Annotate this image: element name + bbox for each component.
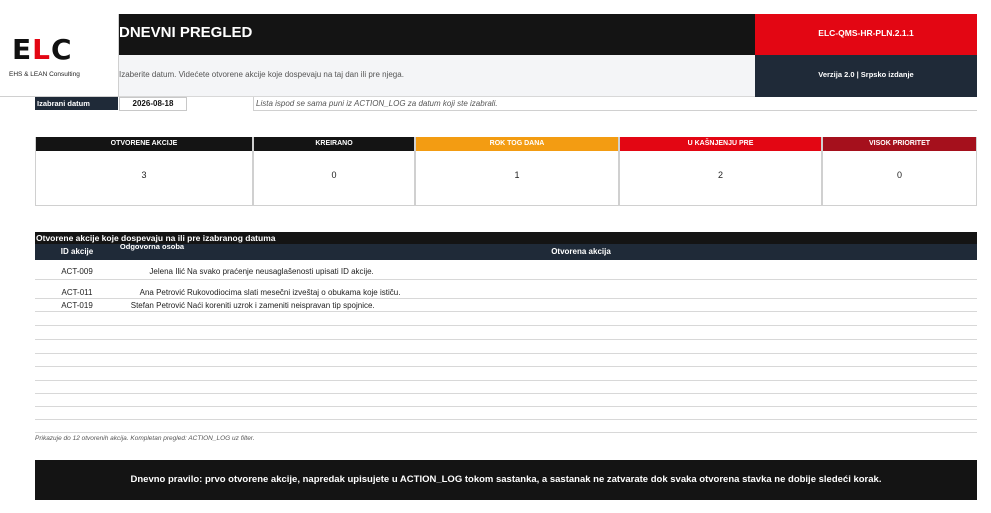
empty-row xyxy=(35,407,977,420)
kpi-value: 1 xyxy=(514,170,520,180)
action-id: ACT-011 xyxy=(61,288,93,297)
kpi-open-actions xyxy=(35,137,253,206)
empty-row xyxy=(35,312,977,326)
action-text: Na svako praćenje neusaglašenosti upisati ID akcije. xyxy=(187,267,374,276)
empty-row xyxy=(35,340,977,354)
kpi-value: 0 xyxy=(331,170,337,180)
table-row xyxy=(35,299,977,312)
kpi-created xyxy=(253,137,415,206)
action-text: Rukovodiocima slati mesečni izveštaj o obukama koje ističu. xyxy=(187,288,401,297)
table-row xyxy=(35,260,977,280)
selected-date-input[interactable]: 2026-08-18 xyxy=(119,97,187,111)
action-owner: Stefan Petrović xyxy=(130,301,185,310)
page-subtitle: Izaberite datum. Videćete otvorene akcije koje dospevaju na taj dan ili pre njega. xyxy=(119,55,755,97)
table-row xyxy=(35,280,977,299)
kpi-value: 0 xyxy=(896,170,902,180)
kpi-label: OTVORENE AKCIJE xyxy=(36,137,252,151)
kpi-value: 2 xyxy=(717,170,723,180)
date-note: Lista ispod se sama puni iz ACTION_LOG za datum koji ste izabrali. xyxy=(253,97,977,111)
logo-mark: ELC xyxy=(12,33,73,66)
footer-note: Prikazuje do 12 otvorenih akcija. Kompletan pregled: ACTION_LOG uz filter. xyxy=(35,435,255,442)
kpi-due-that-day xyxy=(415,137,619,206)
kpi-overdue xyxy=(619,137,822,206)
empty-row xyxy=(35,354,977,367)
empty-row xyxy=(35,420,977,433)
document-code: ELC-QMS-HR-PLN.2.1.1 xyxy=(755,14,977,55)
column-header-id: ID akcije xyxy=(60,247,94,256)
empty-row xyxy=(35,394,977,407)
company-logo xyxy=(0,14,119,97)
action-id: ACT-009 xyxy=(61,267,93,276)
logo-subtitle: EHS & LEAN Consulting xyxy=(9,71,80,78)
kpi-label: KREIRANO xyxy=(254,137,414,151)
action-id: ACT-019 xyxy=(61,301,93,310)
kpi-label: ROK TOG DANA xyxy=(416,137,618,151)
column-header-action: Otvorena akcija xyxy=(551,247,611,256)
selected-date-label: Izabrani datum xyxy=(35,97,118,110)
column-header-owner: Odgovorna osoba xyxy=(119,242,185,251)
version-label: Verzija 2.0 | Srpsko izdanje xyxy=(755,55,977,97)
action-owner: Ana Petrović xyxy=(139,288,185,297)
page-title: DNEVNI PREGLED xyxy=(119,14,755,55)
empty-row xyxy=(35,326,977,340)
table-header xyxy=(35,244,977,260)
action-owner: Jelena Ilić xyxy=(149,267,185,276)
kpi-value: 3 xyxy=(141,170,147,180)
action-text: Naći koreniti uzrok i zameniti neispravan tip spojnice. xyxy=(187,301,375,310)
table-title: Otvorene akcije koje dospevaju na ili pre izabranog datuma xyxy=(35,232,977,244)
kpi-label: U KAŠNJENJU PRE xyxy=(620,137,821,151)
kpi-label: VISOK PRIORITET xyxy=(823,137,976,151)
kpi-high-priority xyxy=(822,137,977,206)
empty-row xyxy=(35,367,977,381)
empty-row xyxy=(35,381,977,394)
daily-rule-banner: Dnevno pravilo: prvo otvorene akcije, napredak upisujete u ACTION_LOG tokom sastanka, a sastanak ne zatvarate dok svaka otvorena stavka ne dobije sledeći korak. xyxy=(35,460,977,500)
